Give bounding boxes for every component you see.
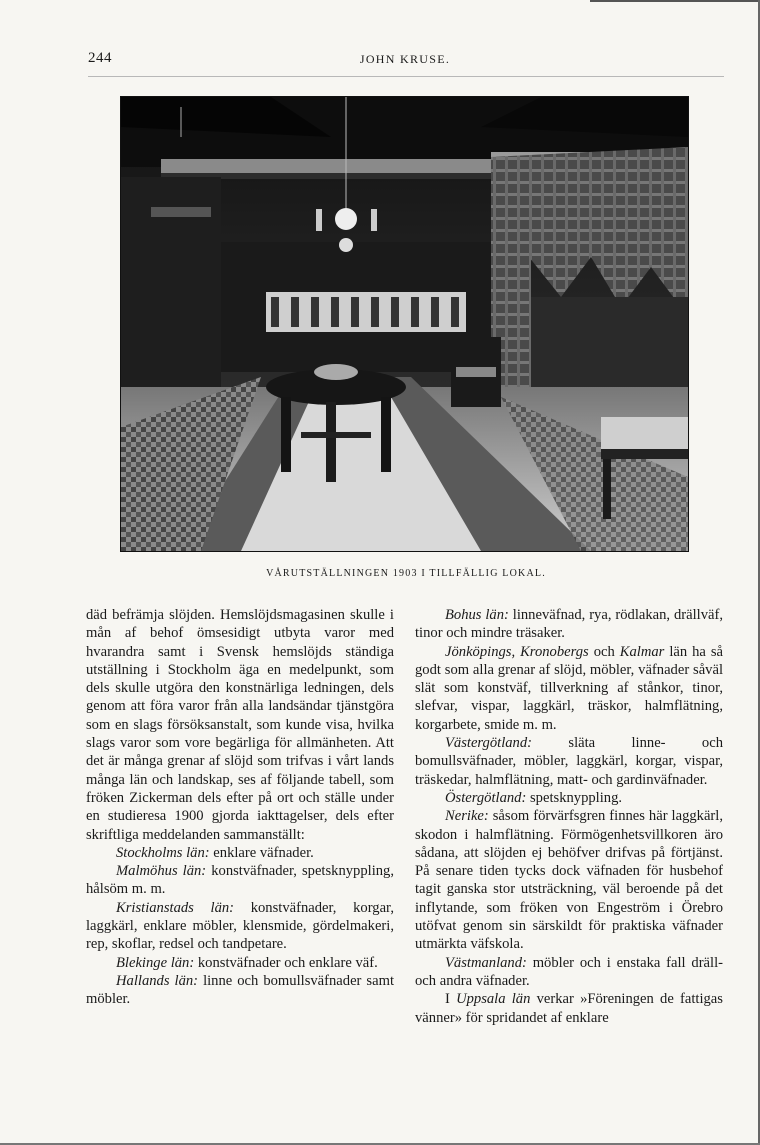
header-rule bbox=[88, 76, 724, 77]
running-head: JOHN KRUSE. bbox=[359, 52, 451, 66]
county-entry-blekinge: Blekinge län: konstväfnader och enklare väf. bbox=[116, 954, 378, 971]
left-column bbox=[86, 606, 394, 1009]
county-entry-stockholm: Stockholms län: enklare väfnader. bbox=[116, 844, 314, 861]
body-paragraph: däd befrämja slöjden. Hemslöjdsmagasinen skulle i mån af behof ömsesidigt utbyta varor med hvarandra samt i Svensk hemslöjds ständiga utställning i Stockholm äga en medelpunkt, som dels skulle utgöra den konstnärliga ledningen, dels genom att föra varor från alla landsändar tjänstgöra som en slags försöksanstalt, som kunde visa, hvilka slags varor som vore begärliga för allmänheten. Att det är många grenar af slöjd som trifvas i vårt lands många län och landskap, ses af följande tabell, som fröken Zickerman dels efter på ort och ställe under en studieresa 1900 gjorda iakttagelser, dels efter skriftliga meddelanden sammanställt: bbox=[86, 607, 394, 843]
county-entry-vastergotland: Västergötland: släta linne- och bomullsväfnader, möbler, laggkärl, korgar, vispar, träskedar, halmflätning, matt- och gardinväfnader. bbox=[415, 735, 723, 788]
county-entry-uppsala: I Uppsala län verkar »Föreningen de fattigas vänner» för spridandet af enklare bbox=[415, 991, 723, 1026]
county-entry-ostergotland: Östergötland: spetsknyppling. bbox=[445, 789, 623, 806]
county-entry-bohus: Bohus län: linneväfnad, rya, rödlakan, drällväf, tinor och mindre träsaker. bbox=[415, 607, 723, 642]
county-entry-halland: Hallands län: linne och bomullsväfnader samt möbler. bbox=[86, 972, 394, 1008]
page-number: 244 bbox=[88, 50, 112, 66]
county-entry-jonkoping-kronoberg-kalmar: Jönköpings, Kronobergs och Kalmar län ha så godt som alla grenar af slöjd, möbler, väfnader såväl slät som konstväf, tillverkning af stånkor, tinor, slefvar, vispar, laggkärl, träskor, halmflätning, korgarbete, smide m. m. bbox=[415, 643, 724, 733]
county-entry-kristianstad: Kristianstads län: konstväfnader, korgar, laggkärl, enklare möbler, klensmide, gördelmakeri, rep, skoflar, redsel och tandpetare. bbox=[86, 899, 394, 953]
county-entry-nerike: Nerike: såsom förvärfsgren finnes här laggkärl, skodon i halmflätning. Förmögenhetsvillkoren äro sådana, att slöjden ej behöfver drifvas på förtjänst. På senare tiden tycks dock väfnaden för husbehof tagit ganska stor utsträckning, väl beroende på det inflytande, som fröken von Engeström i Örebro utöfvat genom sin särskildt för praktiska väfnader utmärkta väfskola. bbox=[415, 808, 723, 953]
page-edge-top bbox=[590, 0, 760, 2]
exhibition-photograph bbox=[120, 96, 689, 552]
county-entry-malmohus: Malmöhus län: konstväfnader, spetsknyppling, hålsöm m. m. bbox=[86, 863, 395, 898]
figure-caption: VÅRUTSTÄLLNINGEN 1903 I TILLFÄLLIG LOKAL. bbox=[266, 568, 546, 579]
right-column bbox=[415, 606, 723, 1027]
county-entry-vastmanland: Västmanland: möbler och i enstaka fall dräll- och andra väfnader. bbox=[415, 954, 723, 989]
